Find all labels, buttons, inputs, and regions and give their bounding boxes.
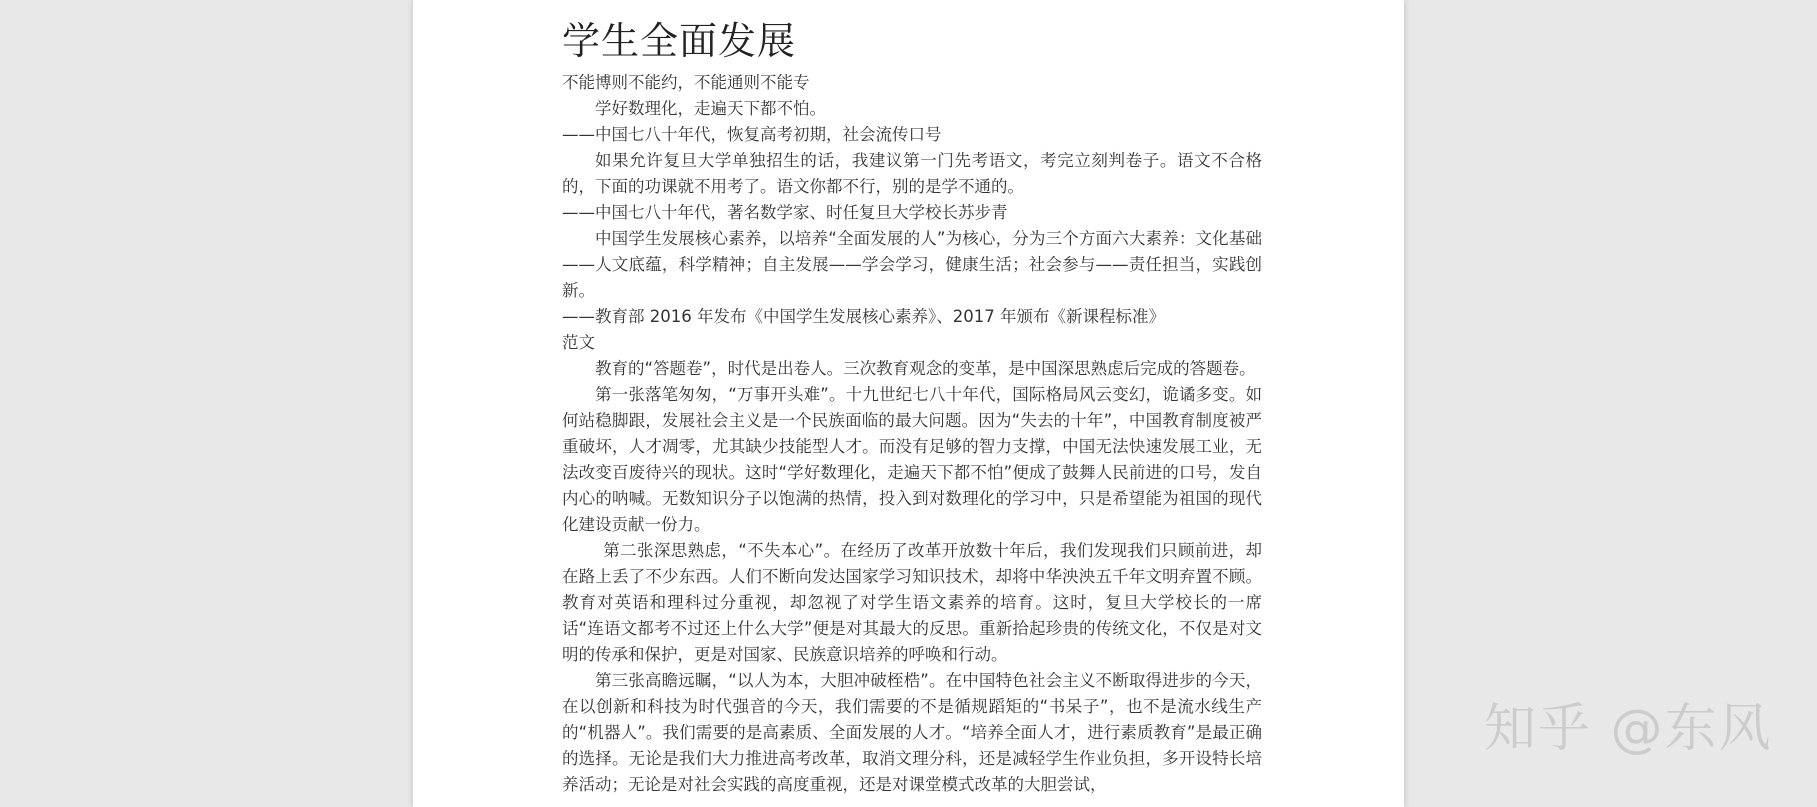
paragraph: 学好数理化，走遍天下都不怕。 [595, 99, 826, 118]
zhihu-watermark: 知乎 @东风 [1484, 699, 1773, 759]
document-page [413, 0, 1404, 807]
paragraph: 范文 [562, 333, 595, 352]
page-content [562, 14, 1262, 798]
paragraph-list [562, 70, 1262, 798]
paragraph: 中国学生发展核心素养，以培养“全面发展的人”为核心，分为三个方面六大素养：文化基础——人文底蕴，科学精神；自主发展——学会学习，健康生活；社会参与——责任担当，实践创新。 [562, 229, 1262, 300]
paragraph: 第一张落笔匆匆，“万事开头难”。十九世纪七八十年代，国际格局风云变幻，诡谲多变。如何站稳脚跟，发展社会主义是一个民族面临的最大问题。因为“失去的十年”，中国教育制度被严重破坏，人才凋零，尤其缺少技能型人才。而没有足够的智力支撑，中国无法快速发展工业，无法改变百废待兴的现状。这时“学好数理化，走遍天下都不怕”便成了鼓舞人民前进的口号，发自内心的呐喊。无数知识分子以饱满的热情，投入到对数理化的学习中，只是希望能为祖国的现代化建设贡献一份力。 [562, 385, 1262, 534]
paragraph: ——中国七八十年代，著名数学家、时任复旦大学校长苏步青 [562, 203, 1008, 222]
paragraph: 如果允许复旦大学单独招生的话，我建议第一门先考语文，考完立刻判卷子。语文不合格的，下面的功课就不用考了。语文你都不行，别的是学不通的。 [562, 151, 1262, 196]
paragraph: 第三张高瞻远瞩，“以人为本，大胆冲破桎梏”。在中国特色社会主义不断取得进步的今天，在以创新和科技为时代强音的今天，我们需要的不是循规蹈矩的“书呆子”，也不是流水线生产的“机器人”。我们需要的是高素质、全面发展的人才。“培养全面人才，进行素质教育”是最正确的选择。无论是我们大力推进高考改革，取消文理分科，还是减轻学生作业负担，多开设特长培养活动；无论是对社会实践的高度重视，还是对课堂模式改革的大胆尝试， [562, 671, 1262, 794]
paragraph: 不能博则不能约，不能通则不能专 [562, 73, 810, 92]
paragraph: ——中国七八十年代，恢复高考初期，社会流传口号 [562, 125, 942, 144]
paragraph: ——教育部 2016 年发布《中国学生发展核心素养》、2017 年颁布《新课程标准》 [562, 307, 1165, 326]
document-title: 学生全面发展 [562, 19, 797, 63]
paragraph: 第二张深思熟虑，“不失本心”。在经历了改革开放数十年后，我们发现我们只顾前进，却在路上丢了不少东西。人们不断向发达国家学习知识技术，却将中华泱泱五千年文明弃置不顾。教育对英语和理科过分重视，却忽视了对学生语文素养的培育。这时，复旦大学校长的一席话“连语文都考不过还上什么大学”便是对其最大的反思。重新拾起珍贵的传统文化，不仅是对文明的传承和保护，更是对国家、民族意识培养的呼唤和行动。 [562, 541, 1262, 664]
paragraph: 教育的“答题卷”，时代是出卷人。三次教育观念的变革，是中国深思熟虑后完成的答题卷。 [595, 359, 1256, 378]
